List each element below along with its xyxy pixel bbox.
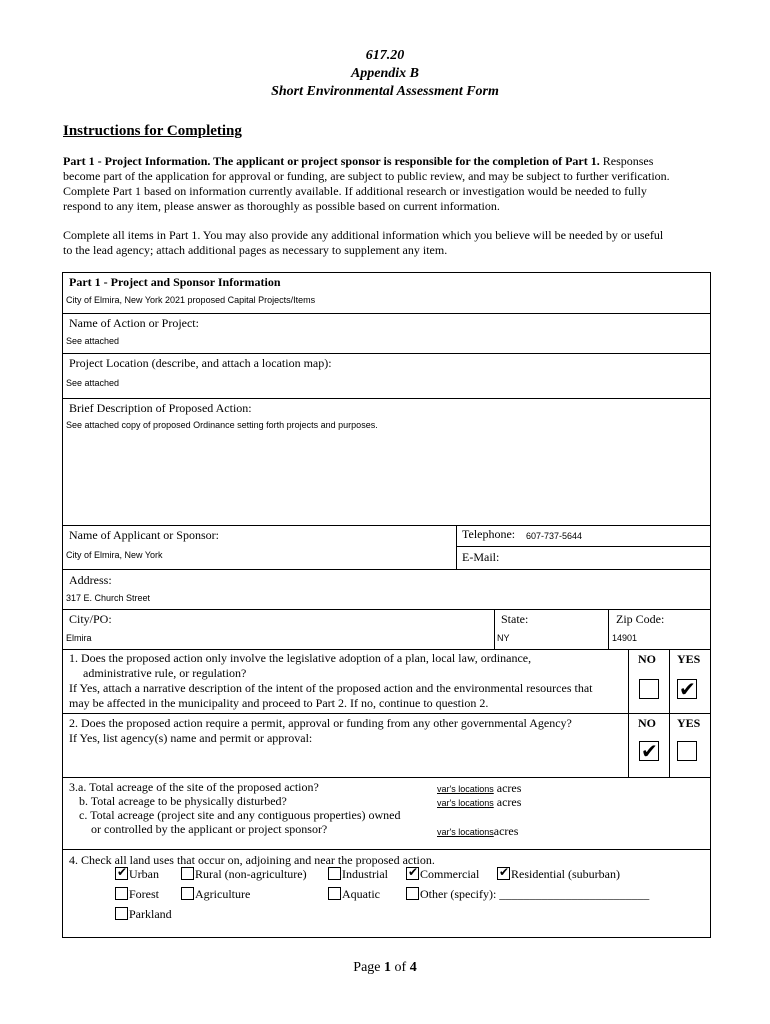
q2-line1: 2. Does the proposed action require a permit, approval or funding from any other governmental Agency?: [69, 716, 572, 730]
q2-line2: If Yes, list agency(s) name and permit or approval:: [69, 731, 313, 745]
applicant-divider: [456, 525, 457, 569]
state-field[interactable]: NY: [497, 633, 510, 643]
q2-no-label: NO: [638, 716, 656, 730]
rural-label: Rural (non-agriculture): [195, 867, 307, 881]
q3c-acreage: [437, 824, 518, 839]
q1-line1: 1. Does the proposed action only involve the legislative adoption of a plan, local law, ordinance,: [69, 651, 532, 665]
applicant-label: Name of Applicant or Sponsor:: [69, 528, 219, 542]
action-row: [63, 313, 710, 354]
state-divider: [608, 609, 609, 649]
agriculture-label: Agriculture: [195, 887, 251, 901]
zip-label: Zip Code:: [616, 612, 665, 626]
acres-unit: acres: [496, 781, 522, 795]
q3b-label: b. Total acreage to be physically disturbed?: [79, 794, 287, 808]
action-label: Name of Action or Project:: [69, 316, 199, 330]
q1-line4: may be affected in the municipality and proceed to Part 2. If no, continue to question 2.: [69, 696, 489, 710]
forest-checkbox[interactable]: [115, 887, 128, 900]
address-label: Address:: [69, 573, 112, 587]
para1-line2: become part of the application for approval or funding, are subject to public review, and may be subject to further verification.: [63, 169, 670, 183]
industrial-checkbox[interactable]: [328, 867, 341, 880]
q4-question: 4. Check all land uses that occur on, adjoining and near the proposed action.: [69, 853, 435, 867]
telephone-label: Telephone:: [462, 527, 516, 541]
address-row: [63, 569, 710, 610]
landuse-rural[interactable]: [181, 867, 307, 882]
q1-line2: administrative rule, or regulation?: [83, 666, 247, 680]
para1-line4: respond to any item, please answer as thoroughly as possible based on current information.: [63, 199, 500, 213]
landuse-agriculture[interactable]: [181, 887, 250, 902]
page-current: 1: [384, 960, 392, 975]
question-1: [69, 651, 593, 711]
instructions-paragraph-2: [63, 228, 708, 258]
q1-no-label: NO: [638, 652, 656, 666]
part1-info-bold: Part 1 - Project Information. The applicant or project sponsor is responsible for the completion of Part 1.: [63, 154, 600, 168]
location-label: Project Location (describe, and attach a location map):: [69, 356, 332, 370]
page-prefix: Page: [353, 960, 385, 975]
para2-line1: Complete all items in Part 1. You may also provide any additional information which you believe will be needed by or useful: [63, 228, 664, 242]
city-row: [63, 609, 710, 650]
instructions-paragraph-1: [63, 154, 708, 214]
check-icon: ✔: [408, 865, 419, 879]
page-total: 4: [409, 960, 417, 975]
para2-line2: to the lead agency; attach additional pages as necessary to supplement any item.: [63, 243, 448, 257]
city-label: City/PO:: [69, 612, 112, 626]
city-field[interactable]: Elmira: [66, 633, 92, 643]
parkland-checkbox[interactable]: [115, 907, 128, 920]
q3c-field[interactable]: var's locations: [437, 827, 494, 837]
commercial-checkbox[interactable]: [406, 867, 419, 880]
q1-divider-b: [669, 649, 670, 713]
q2-yes-checkbox[interactable]: [677, 741, 697, 761]
landuse-urban[interactable]: [115, 867, 159, 882]
telephone-field[interactable]: 607-737-5644: [526, 531, 583, 541]
part1-value[interactable]: City of Elmira, New York 2021 proposed Capital Projects/Items: [66, 295, 316, 305]
check-icon: ✔: [679, 677, 696, 701]
commercial-label: Commercial: [420, 867, 480, 881]
email-label: E-Mail:: [462, 550, 500, 564]
acres-unit: acres: [496, 795, 522, 809]
urban-label: Urban: [129, 867, 159, 881]
aquatic-label: Aquatic: [342, 887, 380, 901]
applicant-row: [63, 525, 710, 570]
q3c-label-2: or controlled by the applicant or project sponsor?: [91, 822, 328, 836]
address-field[interactable]: 317 E. Church Street: [66, 593, 151, 603]
residential-checkbox[interactable]: [497, 867, 510, 880]
action-field[interactable]: See attached: [66, 336, 120, 346]
q2-yes-label: YES: [677, 716, 701, 730]
q3c-label-1: c. Total acreage (project site and any contiguous properties) owned: [79, 808, 401, 822]
description-field[interactable]: See attached copy of proposed Ordinance setting forth projects and purposes.: [66, 420, 378, 430]
q1-line3: If Yes, attach a narrative description of the intent of the proposed action and the environmental resources that: [69, 681, 593, 695]
landuse-residential[interactable]: [497, 867, 620, 882]
residential-label: Residential (suburban): [511, 867, 620, 881]
q1-yes-label: YES: [677, 652, 701, 666]
landuse-aquatic[interactable]: [328, 887, 380, 902]
q3b-acreage: [437, 795, 521, 810]
industrial-label: Industrial: [342, 867, 388, 881]
city-divider: [494, 609, 495, 649]
q2-no-checkbox[interactable]: [639, 741, 659, 761]
check-icon: ✔: [499, 865, 510, 879]
instructions-heading: Instructions for Completing: [63, 123, 242, 139]
zip-field[interactable]: 14901: [612, 633, 638, 643]
location-row: [63, 353, 710, 399]
q2-divider-b: [669, 713, 670, 777]
description-row: [63, 398, 710, 526]
acres-unit: acres: [493, 824, 519, 838]
landuse-other[interactable]: [406, 887, 649, 902]
state-label: State:: [501, 612, 529, 626]
para1-line3: Complete Part 1 based on information currently available. If additional research or investigation would be needed to fully: [63, 184, 647, 198]
question-4-row: [63, 849, 710, 937]
appendix-label: Appendix B: [350, 66, 420, 81]
location-field[interactable]: See attached: [66, 378, 120, 388]
description-label: Brief Description of Proposed Action:: [69, 401, 252, 415]
urban-checkbox[interactable]: [115, 867, 128, 880]
part1-heading: Part 1 - Project and Sponsor Information: [69, 275, 281, 289]
q3a-label: 3.a. Total acreage of the site of the proposed action?: [69, 780, 319, 794]
q2-divider-a: [628, 713, 629, 777]
landuse-commercial[interactable]: [406, 867, 479, 882]
agriculture-checkbox[interactable]: [181, 887, 194, 900]
q1-no-checkbox[interactable]: [639, 679, 659, 699]
q1-yes-checkbox[interactable]: [677, 679, 697, 699]
tel-email-divider: [457, 546, 710, 547]
check-icon: ✔: [117, 865, 128, 879]
para1-line1-rest: Responses: [599, 154, 654, 168]
question-2: [69, 716, 572, 746]
question-2-row: [63, 713, 710, 778]
landuse-parkland[interactable]: [115, 907, 172, 922]
question-3: [69, 780, 401, 836]
form-title: Short Environmental Assessment Form: [271, 84, 499, 99]
applicant-field[interactable]: City of Elmira, New York: [66, 550, 163, 560]
other-label: Other (specify): _________________________: [420, 887, 650, 901]
section-number: 617.20: [365, 48, 405, 63]
other-checkbox[interactable]: [406, 887, 419, 900]
rural-checkbox[interactable]: [181, 867, 194, 880]
page-of: of: [391, 960, 410, 975]
forest-label: Forest: [129, 887, 159, 901]
question-3-row: [63, 777, 710, 850]
question-1-row: [63, 649, 710, 714]
landuse-forest[interactable]: [115, 887, 159, 902]
q3a-field[interactable]: var's locations: [437, 784, 494, 794]
q3a-acreage: [437, 781, 521, 796]
part1-form: [62, 272, 711, 938]
q1-divider-a: [628, 649, 629, 713]
q3b-field[interactable]: var's locations: [437, 798, 494, 808]
landuse-industrial[interactable]: [328, 867, 388, 882]
page-number: [0, 960, 770, 976]
parkland-label: Parkland: [129, 907, 172, 921]
check-icon: ✔: [641, 739, 658, 763]
part1-heading-row: [63, 273, 710, 314]
aquatic-checkbox[interactable]: [328, 887, 341, 900]
